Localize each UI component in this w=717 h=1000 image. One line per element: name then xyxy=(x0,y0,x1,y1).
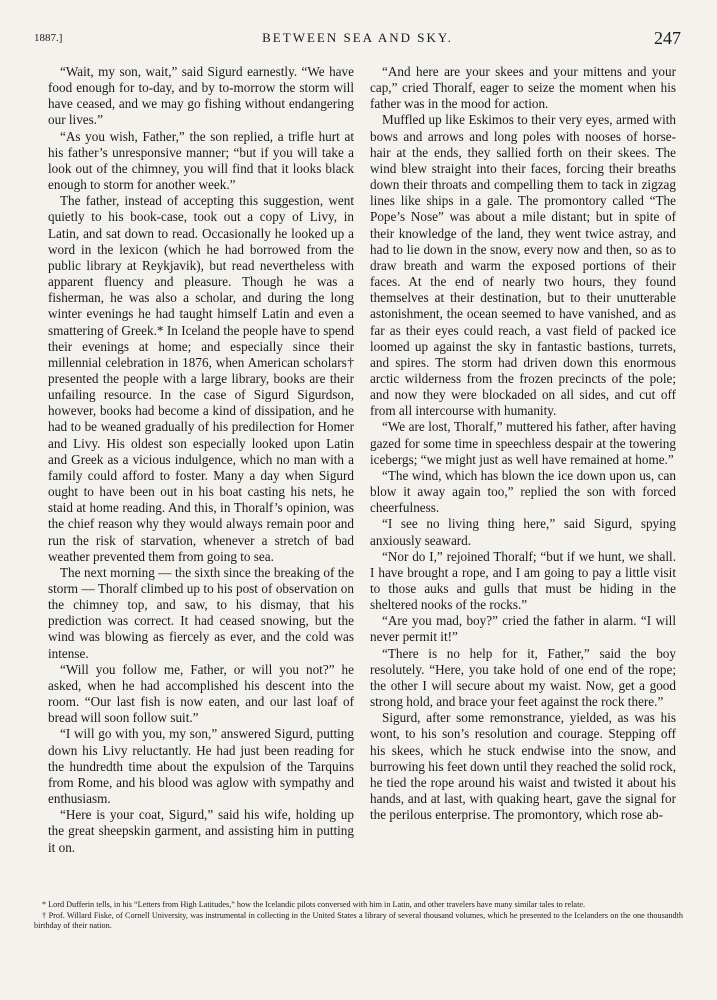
right-column xyxy=(370,64,676,891)
paragraph: “And here are your skees and your mittens and your cap,” cried Thoralf, eager to seize the moment when his father was in the mood for action. xyxy=(370,64,676,112)
paragraph: “Are you mad, boy?” cried the father in alarm. “I will never permit it!” xyxy=(370,613,676,645)
paragraph: “I see no living thing here,” said Sigurd, spying anxiously seaward. xyxy=(370,516,676,548)
body-text xyxy=(48,64,688,891)
page-number: 247 xyxy=(654,28,681,48)
footnote-dufferin: * Lord Dufferin tells, in his “Letters from High Latitudes,” how the Icelandic pilots conversed with him in Latin, and other travelers have many similar tales to relate. xyxy=(42,900,586,909)
issue-date: 1887.] xyxy=(34,32,63,44)
paragraph: Muffled up like Eskimos to their very eyes, armed with bows and arrows and long poles with nooses of horse-hair at the ends, they sallied forth on their skees. The wind blew straight into their faces, forcing their breaths down their throats and compelling them to tack in zigzag lines like ships in a gale. The promontory called “The Pope’s Nose” was about a mile distant; but in spite of their knowledge of the land, they went twice astray, and had to lie down in the snow, every now and then, so as to draw breath and warm the exposed portions of their faces. At the end of nearly two hours, they found themselves at their destination, but to their unutterable astonishment, the ocean seemed to have vanished, and as far as their eyes could reach, a vast field of packed ice loomed up against the sky in fantastic bastions, turrets, and spires. The storm had driven down this enormous arctic wilderness from the frozen precincts of the pole; and now they were blockaded on all sides, and cut off from all intercourse with humanity. xyxy=(370,112,676,419)
left-column xyxy=(48,64,354,891)
paragraph: “There is no help for it, Father,” said the boy resolutely. “Here, you take hold of one end of the rope; the other I will secure about my waist. Now, get a good strong hold, and brace your feet against the rock there.” xyxy=(370,645,676,710)
running-title: BETWEEN SEA AND SKY. xyxy=(262,30,453,45)
paragraph: “Nor do I,” rejoined Thoralf; “but if we hunt, we shall. I have brought a rope, and I am going to pay a little visit to those auks and gulls that must be hiding in the sheltered nooks of the rocks.” xyxy=(370,548,676,613)
paragraph: “Wait, my son, wait,” said Sigurd earnestly. “We have food enough for to-day, and by to-morrow the storm will have ceased, and we may go fishing without endangering our lives.” xyxy=(48,64,354,128)
paragraph: “I will go with you, my son,” answered Sigurd, putting down his Livy reluctantly. He had just been reading for the hundredth time about the expulsion of the Tarquins from Rome, and his blood was aglow with sympathy and enthusiasm. xyxy=(48,726,354,807)
paragraph: “As you wish, Father,” the son replied, a trifle hurt at his father’s unresponsive manner; “but if you will take a look out of the chimney, you will find that it looks black enough to storm for another week.” xyxy=(48,128,354,193)
footnote-fiske: † Prof. Willard Fiske, of Cornell University, was instrumental in collecting in the United States a library of several thousand volumes, which he presented to the Icelanders on the one thousandth birthday of their nation. xyxy=(34,910,683,930)
paragraph: The next morning — the sixth since the breaking of the storm — Thoralf climbed up to his post of observation on the chimney top, and saw, to his dismay, that his prediction was correct. It had ceased snowing, but the wind was blowing as fiercely as ever, and the cold was intense. xyxy=(48,564,354,661)
paragraph: The father, instead of accepting this suggestion, went quietly to his book-case, took out a copy of Livy, in Latin, and sat down to read. Occasionally he looked up a word in the lexicon (which he had borrowed from the public library at Reykjavik), but read nevertheless with apparent fluency and pleasure. Though he was a fisherman, he was also a scholar, and during the long winter evenings he had taught himself Latin and even a smattering of Greek.* In Iceland the people have to spend their evenings at home; and especially since their millennial celebration in 1876, when American scholars† presented the people with a large library, books are their unfailing resource. In the case of Sigurd Sigurdson, however, books had become a kind of dissipation, and he had to be weaned gradually of his predilection for Homer and Livy. His oldest son especially looked upon Latin and Greek as a vicious indulgence, which no man with a family could afford to foster. Many a day when Sigurd ought to have been out in his boat casting his nets, he staid at home reading. And this, in Thoralf’s opinion, was the chief reason why they would always remain poor and run the risk of starvation, whenever a stretch of bad weather prevented them from going to sea. xyxy=(48,193,354,564)
running-head xyxy=(34,28,681,50)
paragraph: “We are lost, Thoralf,” muttered his father, after having gazed for some time in speechless despair at the towering icebergs; “we might just as well have remained at home.” xyxy=(370,419,676,467)
paragraph: Sigurd, after some remonstrance, yielded, as was his wont, to his son’s resolution and courage. Stepping off his skees, which he stuck endwise into the snow, and burrowing his feet down until they reached the solid rock, he tied the rope around his waist and twisted it about his hands, and at last, with quaking heart, gave the signal for the perilous enterprise. The promontory, which rose ab- xyxy=(370,710,676,823)
paragraph: “Here is your coat, Sigurd,” said his wife, holding up the great sheepskin garment, and assisting him in putting it on. xyxy=(48,807,354,855)
paragraph: “The wind, which has blown the ice down upon us, can blow it away again too,” replied the son with forced cheerfulness. xyxy=(370,467,676,516)
footnotes xyxy=(34,900,683,932)
paragraph: “Will you follow me, Father, or will you not?” he asked, when he had accomplished his descent into the room. “Our last fish is now eaten, and our last loaf of bread will soon follow suit.” xyxy=(48,661,354,726)
